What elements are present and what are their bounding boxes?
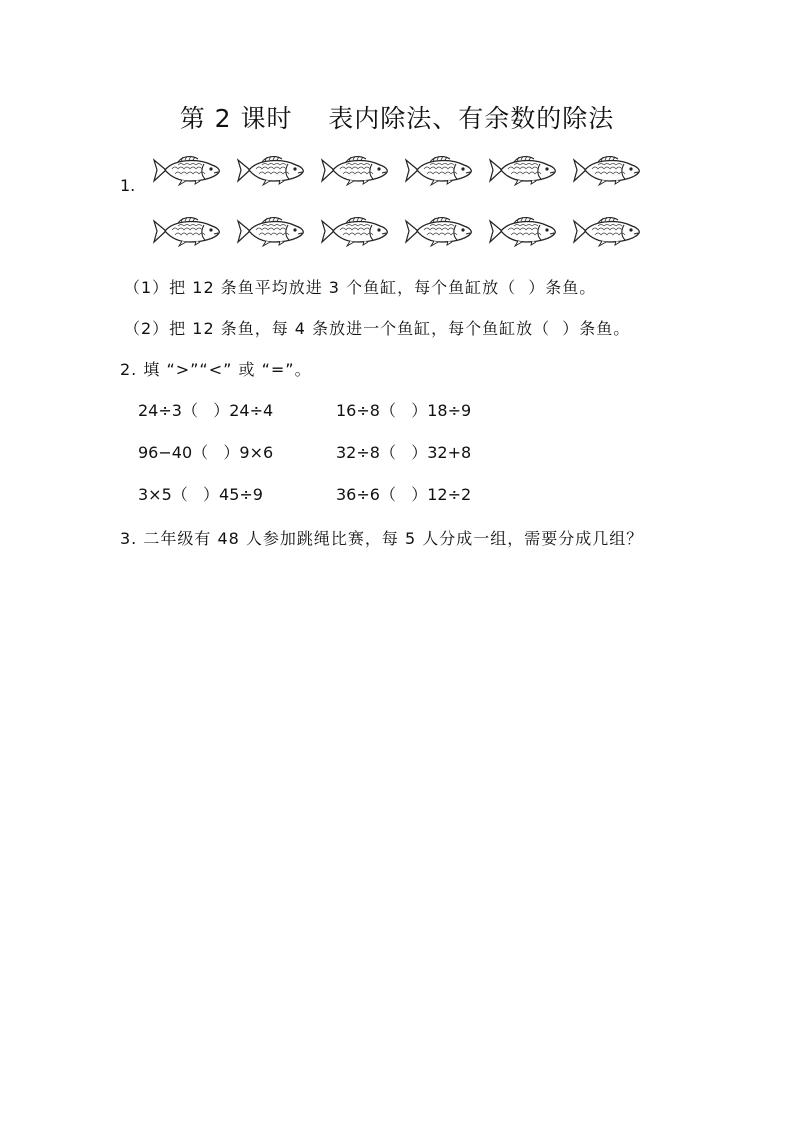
fish-icon <box>320 153 390 187</box>
fish-icon <box>488 153 558 187</box>
page-title: 第 2 课时 表内除法、有余数的除法 <box>179 104 615 133</box>
fish-icon <box>572 214 642 248</box>
question-1-part-1: （1）把 12 条鱼平均放进 3 个鱼缸，每个鱼缸放（ ）条鱼。 <box>124 278 597 297</box>
fish-icon <box>404 214 474 248</box>
fish-icon <box>236 153 306 187</box>
fish-icon <box>488 214 558 248</box>
fish-row-1 <box>152 153 652 187</box>
fish-icon <box>320 214 390 248</box>
fish-row-2 <box>152 214 652 248</box>
comparison-expression: 16÷8（ ）18÷9 <box>336 401 472 420</box>
comparison-expression: 3×5（ ）45÷9 <box>138 485 263 504</box>
fish-icon <box>572 153 642 187</box>
question-2-prompt: 2. 填 “>”“<” 或 “=”。 <box>120 360 312 379</box>
fish-icon <box>152 153 222 187</box>
comparison-expression: 24÷3（ ）24÷4 <box>138 401 274 420</box>
comparison-expression: 36÷6（ ）12÷2 <box>336 485 472 504</box>
fish-icon <box>404 153 474 187</box>
question-3: 3. 二年级有 48 人参加跳绳比赛，每 5 人分成一组，需要分成几组？ <box>120 529 644 548</box>
comparison-expression: 96−40（ ）9×6 <box>138 443 274 462</box>
fish-icon <box>152 214 222 248</box>
question-1-number: 1. <box>120 176 136 195</box>
fish-icon <box>236 214 306 248</box>
question-1-part-2: （2）把 12 条鱼，每 4 条放进一个鱼缸，每个鱼缸放（ ）条鱼。 <box>124 319 631 338</box>
comparison-expression: 32÷8（ ）32+8 <box>336 443 472 462</box>
